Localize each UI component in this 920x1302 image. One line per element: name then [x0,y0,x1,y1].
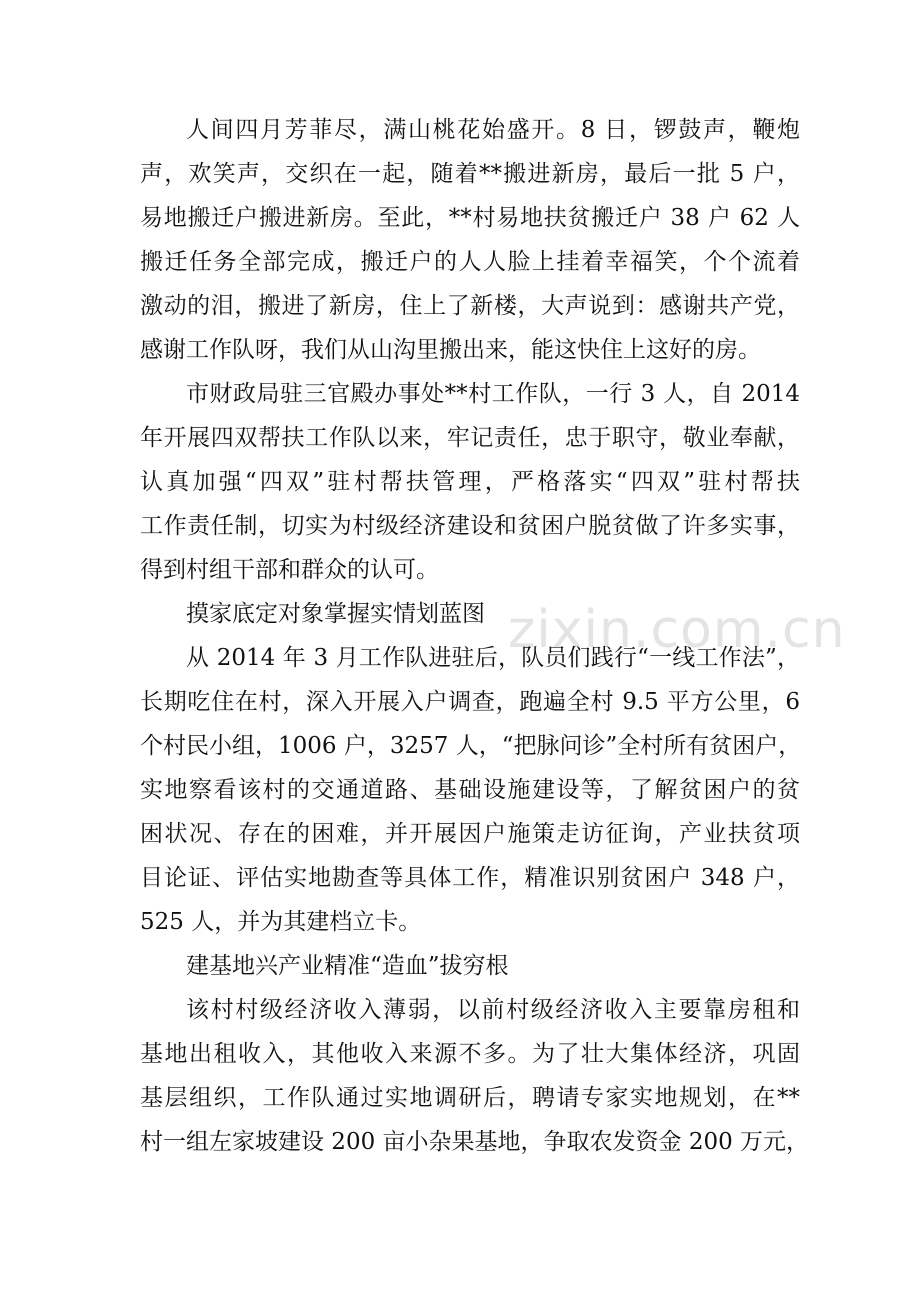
watermark: zixin.com.cn [508,600,846,660]
text-line: 困状况、存在的困难，并开展因户施策走访征询，产业扶贫项 [140,821,800,847]
text-line: 得到村组干部和群众的认可。 [140,557,439,583]
text-line: 个村民小组，1006 户，3257 人，“把脉问诊”全村所有贫困户， [140,733,802,759]
text-line: 激动的泪，搬进了新房，住上了新楼，大声说到：感谢共产党， [140,293,800,319]
section-heading: 建基地兴产业精准“造血”拔穷根 [186,953,509,979]
text-line: 目论证、评估实地勘查等具体工作，精准识别贫困户 348 户， [140,865,800,891]
section-heading: 摸家底定对象掌握实情划蓝图 [186,601,485,627]
text-line: 人间四月芳菲尽，满山桃花始盛开。8 日，锣鼓声，鞭炮 [186,117,800,143]
text-line: 市财政局驻三官殿办事处**村工作队，一行 3 人，自 2014 [186,381,800,407]
document-body [140,108,810,1164]
text-line: 认真加强“四双”驻村帮扶管理，严格落实“四双”驻村帮扶 [140,469,800,495]
text-line: 声，欢笑声，交织在一起，随着**搬进新房，最后一批 5 户， [140,161,800,187]
text-line: 该村村级经济收入薄弱，以前村级经济收入主要靠房租和 [186,997,800,1023]
text-line: 感谢工作队呀，我们从山沟里搬出来，能这快住上这好的房。 [140,337,761,363]
text-line: 村一组左家坡建设 200 亩小杂果基地，争取农发资金 200 万元， [140,1129,810,1155]
text-line: 易地搬迁户搬进新房。至此，**村易地扶贫搬迁户 38 户 62 人 [140,205,800,231]
text-line: 长期吃住在村，深入开展入户调查，跑遍全村 9.5 平方公里，6 [140,689,800,715]
text-line: 基地出租收入，其他收入来源不多。为了壮大集体经济，巩固 [140,1041,800,1067]
text-line: 基层组织，工作队通过实地调研后，聘请专家实地规划，在** [140,1085,800,1111]
text-line: 工作责任制，切实为村级经济建设和贫困户脱贫做了许多实事， [140,513,800,539]
text-line: 525 人，并为其建档立卡。 [140,909,422,935]
text-line: 年开展四双帮扶工作队以来，牢记责任，忠于职守，敬业奉献， [140,425,800,451]
text-line: 从 2014 年 3 月工作队进驻后，队员们践行“一线工作法”， [186,645,800,671]
text-line: 搬迁任务全部完成，搬迁户的人人脸上挂着幸福笑，个个流着 [140,249,800,275]
text-line: 实地察看该村的交通道路、基础设施建设等，了解贫困户的贫 [140,777,800,803]
